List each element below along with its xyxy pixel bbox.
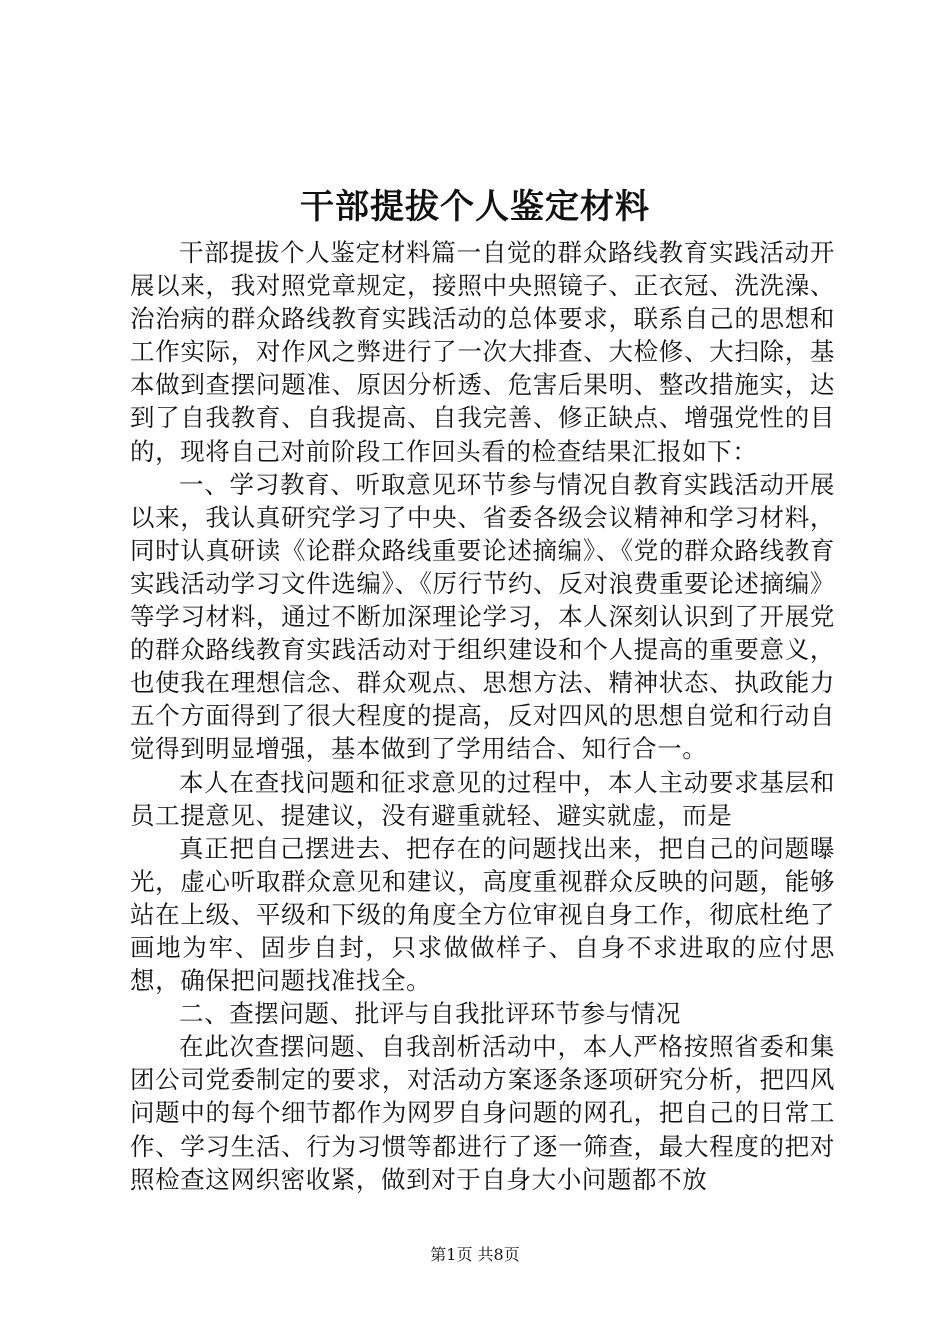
paragraph: 本人在查找问题和征求意见的过程中，本人主动要求基层和员工提意见、提建议，没有避重就轻、避实就虚，而是 [130, 767, 835, 830]
document-title: 干部提拔个人鉴定材料 [300, 187, 650, 227]
paragraph: 二、查摆问题、批评与自我批评环节参与情况 [179, 999, 681, 1029]
paragraph: 一、学习教育、听取意见环节参与情况自教育实践活动开展以来，我认真研究学习了中央、省委各级会议精神和学习材料，同时认真研读《论群众路线重要论述摘编》、《党的群众路线教育实践活动学习文件选编》、《厉行节约、反对浪费重要论述摘编》等学习材料，通过不断加深理论学习，本人深刻认识到了开展党的群众路线教育实践活动对于组织建设和个人提高的重要意义，也使我在理想信念、群众观点、思想方法、精神状态、执政能力五个方面得到了很大程度的提高，反对四风的思想自觉和行动自觉得到明显增强，基本做到了学用结合、知行合一。 [130, 469, 835, 764]
document-body [130, 236, 835, 1196]
paragraph: 真正把自己摆进去、把存在的问题找出来，把自己的问题曝光，虚心听取群众意见和建议，高度重视群众反映的问题，能够站在上级、平级和下级的角度全方位审视自身工作，彻底杜绝了画地为牢、固步自封，只求做做样子、自身不求进取的应付思想，确保把问题找准找全。 [130, 833, 835, 996]
paragraph: 干部提拔个人鉴定材料篇一自觉的群众路线教育实践活动开展以来，我对照党章规定，接照中央照镜子、正衣冠、洗洗澡、治治病的群众路线教育实践活动的总体要求，联系自己的思想和工作实际，对作风之弊进行了一次大排查、大检修、大扫除，基本做到查摆问题准、原因分析透、危害后果明、整改措施实，达到了自我教育、自我提高、自我完善、修正缺点、增强党性的目的，现将自己对前阶段工作回头看的检查结果汇报如下： [130, 238, 835, 466]
page-footer: 第1页 共8页 [430, 1245, 520, 1264]
paragraph: 在此次查摆问题、自我剖析活动中，本人严格按照省委和集团公司党委制定的要求，对活动方案逐条逐项研究分析，把四风问题中的每个细节都作为网罗自身问题的网孔，把自己的日常工作、学习生活、行为习惯等都进行了逐一筛查，最大程度的把对照检查这网织密收紧，做到对于自身大小问题都不放 [130, 1032, 835, 1194]
